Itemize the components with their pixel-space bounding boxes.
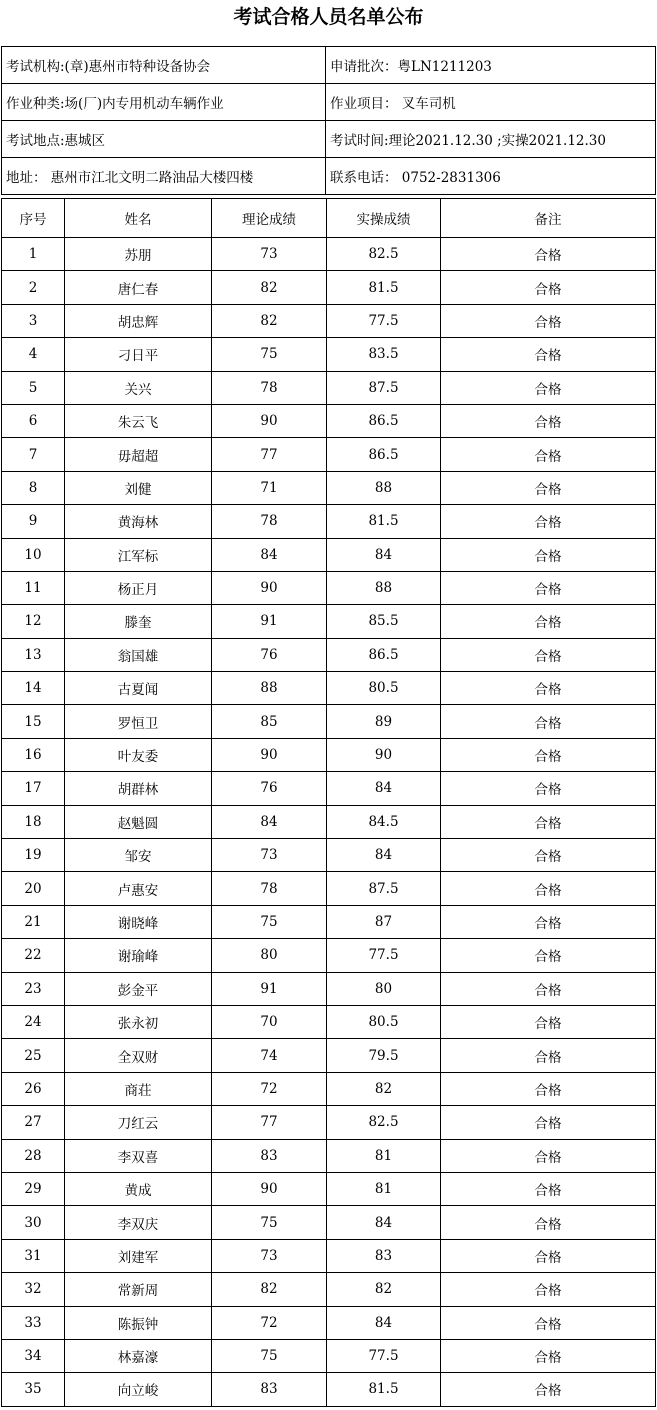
row-theory-score: 77: [212, 1106, 327, 1139]
row-theory-score: 88: [212, 672, 327, 705]
row-remark: 合格: [441, 839, 656, 872]
row-theory-score: 73: [212, 1239, 327, 1272]
row-practical-score: 77.5: [327, 1339, 441, 1372]
row-index: 27: [2, 1106, 65, 1139]
page-title: 考试合格人员名单公布: [233, 6, 424, 28]
row-index: 9: [2, 505, 65, 538]
row-theory-score: 91: [212, 972, 327, 1005]
address: 地址： 惠州市江北文明二路油品大楼四楼: [2, 158, 326, 195]
contact-phone: 联系电话： 0752-2831306: [326, 158, 656, 195]
table-row: [2, 872, 656, 905]
work-item: 作业项目： 叉车司机: [326, 84, 656, 121]
header-theory-score: 理论成绩: [212, 199, 327, 238]
row-theory-score: 74: [212, 1039, 327, 1072]
row-theory-score: 82: [212, 271, 327, 304]
row-practical-score: 83: [327, 1239, 441, 1272]
table-row: [2, 1139, 656, 1172]
row-name: 全双财: [65, 1039, 212, 1072]
row-remark: 合格: [441, 571, 656, 604]
table-row: [2, 1072, 656, 1105]
row-remark: 合格: [441, 1273, 656, 1306]
row-theory-score: 76: [212, 638, 327, 671]
row-index: 10: [2, 538, 65, 571]
row-index: 22: [2, 939, 65, 972]
row-practical-score: 83.5: [327, 338, 441, 371]
row-name: 唐仁春: [65, 271, 212, 304]
row-name: 毋超超: [65, 438, 212, 471]
row-practical-score: 84: [327, 839, 441, 872]
row-theory-score: 85: [212, 705, 327, 738]
table-row: [2, 338, 656, 371]
row-practical-score: 82.5: [327, 1106, 441, 1139]
row-theory-score: 90: [212, 1172, 327, 1205]
row-name: 苏朋: [65, 238, 212, 271]
row-name: 叶友委: [65, 738, 212, 771]
row-theory-score: 91: [212, 605, 327, 638]
row-theory-score: 82: [212, 304, 327, 337]
info-row: [2, 121, 656, 158]
table-row: [2, 538, 656, 571]
row-practical-score: 87.5: [327, 371, 441, 404]
table-row: [2, 805, 656, 838]
row-practical-score: 84: [327, 1206, 441, 1239]
row-practical-score: 84.5: [327, 805, 441, 838]
row-remark: 合格: [441, 338, 656, 371]
row-index: 5: [2, 371, 65, 404]
table-row: [2, 304, 656, 337]
row-remark: 合格: [441, 939, 656, 972]
row-practical-score: 77.5: [327, 939, 441, 972]
row-name: 邹安: [65, 839, 212, 872]
row-practical-score: 84: [327, 1306, 441, 1339]
row-remark: 合格: [441, 805, 656, 838]
info-row: [2, 47, 656, 84]
row-name: 李双喜: [65, 1139, 212, 1172]
row-practical-score: 81.5: [327, 271, 441, 304]
exam-info-table: [1, 46, 656, 195]
row-practical-score: 85.5: [327, 605, 441, 638]
table-row: [2, 738, 656, 771]
row-practical-score: 89: [327, 705, 441, 738]
table-row: [2, 1039, 656, 1072]
header-practical-score: 实操成绩: [327, 199, 441, 238]
row-name: 李双庆: [65, 1206, 212, 1239]
row-practical-score: 87: [327, 905, 441, 938]
row-index: 12: [2, 605, 65, 638]
exam-location: 考试地点:惠城区: [2, 121, 326, 158]
table-row: [2, 371, 656, 404]
row-index: 11: [2, 571, 65, 604]
approval-batch: 申请批次：粤LN1211203: [326, 47, 656, 84]
row-theory-score: 77: [212, 438, 327, 471]
row-remark: 合格: [441, 638, 656, 671]
row-name: 刘建军: [65, 1239, 212, 1272]
row-remark: 合格: [441, 772, 656, 805]
row-theory-score: 75: [212, 1206, 327, 1239]
table-row: [2, 1306, 656, 1339]
table-row: [2, 1273, 656, 1306]
row-name: 刁日平: [65, 338, 212, 371]
row-index: 13: [2, 638, 65, 671]
row-remark: 合格: [441, 505, 656, 538]
row-theory-score: 82: [212, 1273, 327, 1306]
row-theory-score: 90: [212, 404, 327, 437]
row-index: 14: [2, 672, 65, 705]
row-index: 28: [2, 1139, 65, 1172]
row-name: 黄成: [65, 1172, 212, 1205]
table-row: [2, 271, 656, 304]
row-name: 翁国雄: [65, 638, 212, 671]
table-row: [2, 705, 656, 738]
row-remark: 合格: [441, 238, 656, 271]
row-remark: 合格: [441, 738, 656, 771]
table-row: [2, 1206, 656, 1239]
row-practical-score: 86.5: [327, 438, 441, 471]
row-remark: 合格: [441, 1239, 656, 1272]
row-theory-score: 80: [212, 939, 327, 972]
row-practical-score: 82.5: [327, 238, 441, 271]
row-practical-score: 87.5: [327, 872, 441, 905]
table-row: [2, 1005, 656, 1038]
row-index: 26: [2, 1072, 65, 1105]
row-practical-score: 80: [327, 972, 441, 1005]
table-row: [2, 238, 656, 271]
row-practical-score: 79.5: [327, 1039, 441, 1072]
row-remark: 合格: [441, 705, 656, 738]
row-practical-score: 88: [327, 571, 441, 604]
table-row: [2, 1239, 656, 1272]
row-theory-score: 84: [212, 805, 327, 838]
row-index: 2: [2, 271, 65, 304]
row-theory-score: 76: [212, 772, 327, 805]
row-practical-score: 88: [327, 471, 441, 504]
row-index: 35: [2, 1373, 65, 1406]
row-practical-score: 86.5: [327, 404, 441, 437]
row-name: 罗恒卫: [65, 705, 212, 738]
table-row: [2, 1106, 656, 1139]
row-index: 24: [2, 1005, 65, 1038]
row-theory-score: 78: [212, 505, 327, 538]
row-remark: 合格: [441, 371, 656, 404]
row-practical-score: 81: [327, 1139, 441, 1172]
row-practical-score: 81.5: [327, 505, 441, 538]
table-row: [2, 905, 656, 938]
row-name: 陈振钟: [65, 1306, 212, 1339]
table-row: [2, 772, 656, 805]
row-remark: 合格: [441, 672, 656, 705]
table-body: [2, 238, 656, 1407]
row-remark: 合格: [441, 1206, 656, 1239]
row-practical-score: 81.5: [327, 1373, 441, 1406]
table-row: [2, 939, 656, 972]
row-theory-score: 84: [212, 538, 327, 571]
row-remark: 合格: [441, 1373, 656, 1406]
row-index: 32: [2, 1273, 65, 1306]
row-remark: 合格: [441, 1139, 656, 1172]
table-row: [2, 1339, 656, 1372]
exam-time: 考试时间:理论2021.12.30 ;实操2021.12.30: [326, 121, 656, 158]
row-theory-score: 73: [212, 839, 327, 872]
row-name: 胡群林: [65, 772, 212, 805]
row-index: 6: [2, 404, 65, 437]
table-row: [2, 972, 656, 1005]
header-row: [2, 199, 656, 238]
row-remark: 合格: [441, 905, 656, 938]
row-practical-score: 82: [327, 1072, 441, 1105]
row-practical-score: 77.5: [327, 304, 441, 337]
row-index: 33: [2, 1306, 65, 1339]
table-row: [2, 672, 656, 705]
table-row: [2, 1373, 656, 1406]
row-name: 谢晓峰: [65, 905, 212, 938]
row-index: 3: [2, 304, 65, 337]
row-name: 向立峻: [65, 1373, 212, 1406]
row-name: 古夏闻: [65, 672, 212, 705]
row-name: 张永初: [65, 1005, 212, 1038]
row-theory-score: 72: [212, 1072, 327, 1105]
row-remark: 合格: [441, 404, 656, 437]
row-practical-score: 86.5: [327, 638, 441, 671]
row-theory-score: 83: [212, 1139, 327, 1172]
row-index: 30: [2, 1206, 65, 1239]
row-index: 23: [2, 972, 65, 1005]
table-row: [2, 638, 656, 671]
row-index: 21: [2, 905, 65, 938]
row-theory-score: 72: [212, 1306, 327, 1339]
row-theory-score: 78: [212, 872, 327, 905]
row-index: 1: [2, 238, 65, 271]
row-theory-score: 71: [212, 471, 327, 504]
table-row: [2, 471, 656, 504]
work-category: 作业种类:场(厂)内专用机动车辆作业: [2, 84, 326, 121]
row-practical-score: 82: [327, 1273, 441, 1306]
row-name: 谢瑜峰: [65, 939, 212, 972]
table-row: [2, 605, 656, 638]
row-name: 杨正月: [65, 571, 212, 604]
row-name: 刘健: [65, 471, 212, 504]
row-name: 商荘: [65, 1072, 212, 1105]
table-row: [2, 571, 656, 604]
exam-org: 考试机构:(章)惠州市特种设备协会: [2, 47, 326, 84]
row-index: 18: [2, 805, 65, 838]
row-remark: 合格: [441, 1306, 656, 1339]
table-row: [2, 1172, 656, 1205]
row-index: 4: [2, 338, 65, 371]
row-theory-score: 73: [212, 238, 327, 271]
row-name: 彭金平: [65, 972, 212, 1005]
header-name: 姓名: [65, 199, 212, 238]
row-name: 胡忠辉: [65, 304, 212, 337]
row-name: 常新周: [65, 1273, 212, 1306]
row-name: 朱云飞: [65, 404, 212, 437]
row-theory-score: 70: [212, 1005, 327, 1038]
row-index: 31: [2, 1239, 65, 1272]
row-practical-score: 90: [327, 738, 441, 771]
row-theory-score: 75: [212, 338, 327, 371]
row-remark: 合格: [441, 438, 656, 471]
header-index: 序号: [2, 199, 65, 238]
row-name: 刀红云: [65, 1106, 212, 1139]
row-index: 25: [2, 1039, 65, 1072]
row-practical-score: 80.5: [327, 672, 441, 705]
row-name: 滕奎: [65, 605, 212, 638]
header-remark: 备注: [441, 199, 656, 238]
table-row: [2, 438, 656, 471]
row-name: 卢惠安: [65, 872, 212, 905]
row-index: 8: [2, 471, 65, 504]
row-remark: 合格: [441, 1106, 656, 1139]
row-name: 黄海林: [65, 505, 212, 538]
row-remark: 合格: [441, 538, 656, 571]
table-row: [2, 839, 656, 872]
row-remark: 合格: [441, 1339, 656, 1372]
row-index: 29: [2, 1172, 65, 1205]
row-practical-score: 84: [327, 772, 441, 805]
row-remark: 合格: [441, 1039, 656, 1072]
row-remark: 合格: [441, 271, 656, 304]
row-name: 林嘉濠: [65, 1339, 212, 1372]
row-name: 关兴: [65, 371, 212, 404]
row-practical-score: 84: [327, 538, 441, 571]
row-theory-score: 78: [212, 371, 327, 404]
row-name: 赵魁圆: [65, 805, 212, 838]
row-index: 15: [2, 705, 65, 738]
row-remark: 合格: [441, 1072, 656, 1105]
results-table: [1, 198, 656, 1407]
row-remark: 合格: [441, 872, 656, 905]
row-remark: 合格: [441, 972, 656, 1005]
row-remark: 合格: [441, 304, 656, 337]
row-practical-score: 80.5: [327, 1005, 441, 1038]
row-theory-score: 75: [212, 1339, 327, 1372]
row-theory-score: 75: [212, 905, 327, 938]
row-practical-score: 81: [327, 1172, 441, 1205]
row-theory-score: 83: [212, 1373, 327, 1406]
row-remark: 合格: [441, 1172, 656, 1205]
row-index: 7: [2, 438, 65, 471]
row-remark: 合格: [441, 605, 656, 638]
row-index: 17: [2, 772, 65, 805]
row-index: 19: [2, 839, 65, 872]
row-remark: 合格: [441, 1005, 656, 1038]
row-remark: 合格: [441, 471, 656, 504]
info-row: [2, 158, 656, 195]
info-row: [2, 84, 656, 121]
row-index: 16: [2, 738, 65, 771]
row-theory-score: 90: [212, 571, 327, 604]
table-row: [2, 404, 656, 437]
row-index: 34: [2, 1339, 65, 1372]
table-row: [2, 505, 656, 538]
row-theory-score: 90: [212, 738, 327, 771]
row-name: 江军标: [65, 538, 212, 571]
row-index: 20: [2, 872, 65, 905]
